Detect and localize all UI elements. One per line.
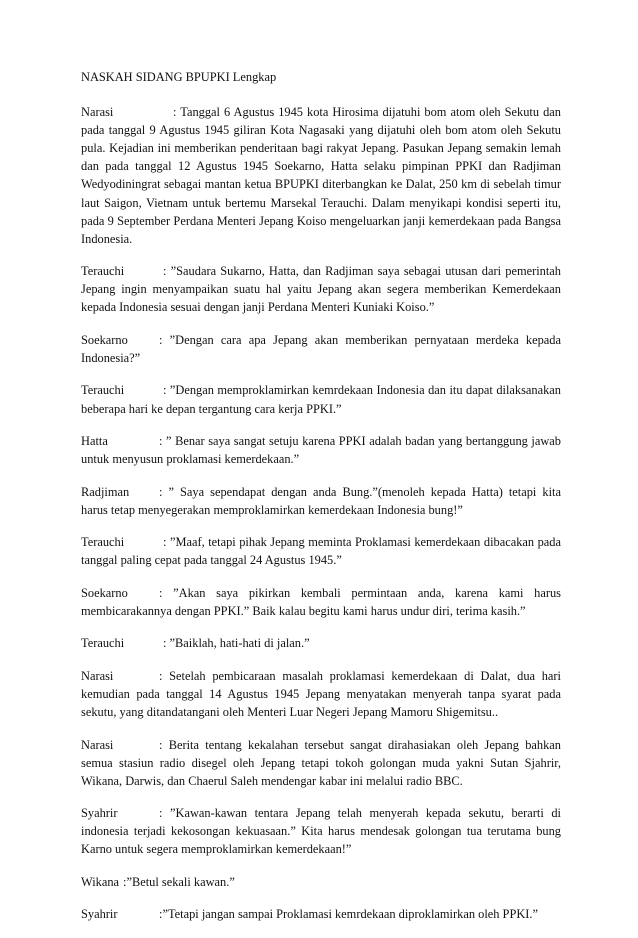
dialogue-text: : ” Saya sependapat dengan anda Bung.”(menoleh kepada Hatta) tetapi kita harus tetap menyegerakan memproklamirkan kemerdekaan Indonesia bung!”	[81, 484, 561, 517]
speaker-name: Terauchi	[81, 264, 125, 279]
speaker-name: Hatta	[81, 434, 108, 449]
dialogue-entry	[81, 262, 561, 316]
speaker-name: Soekarno	[81, 332, 128, 347]
speaker-name: Narasi	[81, 105, 114, 120]
dialogue-text: : ”Maaf, tetapi pihak Jepang meminta Proklamasi kemerdekaan dibacakan pada tanggal paling cepat pada tanggal 24 Agustus 1945.”	[81, 535, 561, 568]
document-page	[81, 68, 561, 938]
dialogue-text: : ”Dengan cara apa Jepang akan memberikan pernyataan merdeka kepada Indonesia?”	[81, 332, 561, 365]
dialogue-entry	[81, 331, 561, 367]
dialogue-text: : ”Dengan memproklamirkan kemrdekaan Indonesia dan itu dapat dilaksanakan beberapa hari ke depan tergantung cara kerja PPKI.”	[81, 383, 561, 416]
dialogue-entry	[81, 432, 561, 468]
dialogue-text: : ”Baiklah, hati-hati di jalan.”	[163, 636, 310, 651]
speaker-name: Terauchi	[81, 535, 125, 550]
dialogue-text: : Berita tentang kekalahan tersebut sangat dirahasiakan oleh Jepang bahkan semua stasiun radio disegel oleh Jepang tetapi tokoh golongan muda yakni Sutan Sjahrir, Wikana, Darwis, dan Chaerul Saleh mendengar kabar ini melalui radio BBC.	[81, 737, 561, 788]
dialogue-entry	[81, 634, 561, 652]
dialogue-entry	[81, 905, 561, 923]
speaker-name: Narasi	[81, 668, 114, 683]
dialogue-entry	[81, 381, 561, 417]
speaker-name: Radjiman	[81, 484, 130, 499]
dialogue-text: :”Tetapi jangan sampai Proklamasi kemrdekaan diproklamirkan oleh PPKI.”	[159, 907, 539, 922]
dialogue-entry	[81, 483, 561, 519]
dialogue-entry	[81, 804, 561, 858]
dialogue-entry	[81, 667, 561, 721]
dialogue-text: : ”Akan saya pikirkan kembali permintaan anda, karena kami harus membicarakannya dengan PPKI.” Baik kalau begitu kami harus undur diri, terima kasih.”	[81, 585, 561, 618]
dialogue-text: : Setelah pembicaraan masalah proklamasi kemerdekaan di Dalat, dua hari kemudian pada tanggal 14 Agustus 1945 Jepang menyatakan menyerah tanpa syarat pada sekutu, yang ditandatangani oleh Menteri Luar Negeri Jepang Mamoru Shigemitsu..	[81, 668, 561, 720]
speaker-name: Wikana	[81, 874, 120, 889]
dialogue-text: :”Betul sekali kawan.”	[123, 874, 235, 889]
dialogue-text: : Tanggal 6 Agustus 1945 kota Hirosima dijatuhi bom atom oleh Sekutu dan pada tanggal 9 Agustus 1945 giliran Kota Nagasaki yang dijatuhi oleh bom atom oleh Sekutu pula. Kejadian ini memberikan penderitaan bagi rakyat Jepang. Pasukan Jepang semakin lemah dan pada tanggal 12 Agustus 1945 Soekarno, Hatta selaku pimpinan PPKI dan Radjiman Wedyodiningrat sebagai mantan ketua BPUPKI diterbangkan ke Dalat, 250 km di sebelah timur laut Saigon, Vietnam untuk bertemu Marsekal Terauchi. Dalam menyikapi kondisi seperti itu, pada 9 September Perdana Menteri Jepang Koiso mengeluarkan janji kemerdekaan pada Bangsa Indonesia.	[81, 105, 561, 246]
dialogue-entry	[81, 533, 561, 569]
dialogue-entry	[81, 103, 561, 248]
dialogue-text: : ”Kawan-kawan tentara Jepang telah menyerah kepada sekutu, berarti di indonesia terjadi kekosongan kekuasaan.” Kita harus mendesak golongan tua terutama bung Karno untuk segera memproklamirkan kemerdekaan!”	[81, 806, 561, 857]
document-title: NASKAH SIDANG BPUPKI Lengkap	[81, 70, 277, 84]
speaker-name: Terauchi	[81, 383, 125, 398]
speaker-name: Syahrir	[81, 806, 118, 821]
dialogue-entry	[81, 736, 561, 790]
speaker-name: Syahrir	[81, 907, 118, 922]
dialogue-entry	[81, 873, 561, 891]
dialogue-text: : ”Saudara Sukarno, Hatta, dan Radjiman saya sebagai utusan dari pemerintah Jepang ingin menyampaikan suatu hal yaitu Jepang akan segera memberikan Kemerdekaan kepada Indonesia sesuai dengan janji Perdana Menteri Kuniaki Koiso.”	[81, 264, 561, 315]
dialogue-text: : ” Benar saya sangat setuju karena PPKI adalah badan yang bertanggung jawab untuk menyusun proklamasi kemerdekaan.”	[81, 434, 561, 467]
speaker-name: Narasi	[81, 737, 114, 752]
speaker-name: Soekarno	[81, 585, 128, 600]
dialogue-entry	[81, 584, 561, 620]
speaker-name: Terauchi	[81, 636, 125, 651]
